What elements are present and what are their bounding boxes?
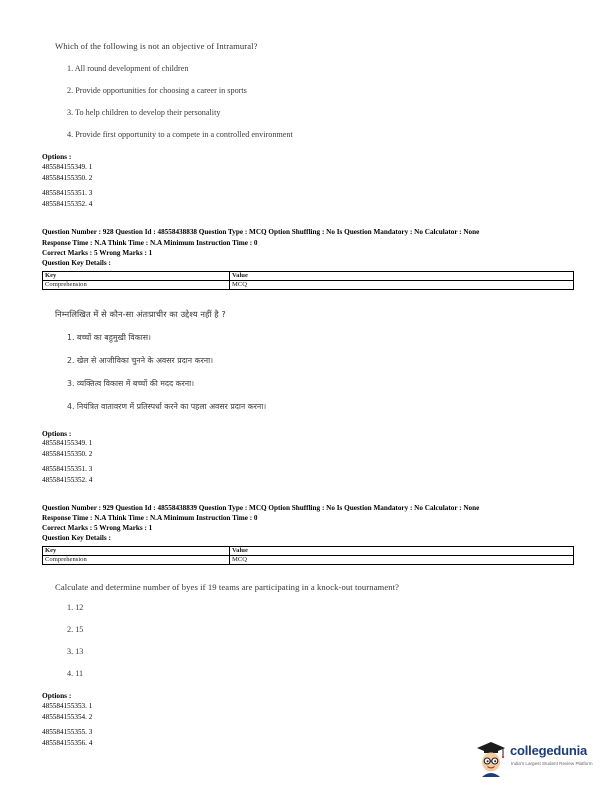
logo-wordmark: collegedunia — [510, 743, 588, 758]
option-id: 485584155350. 2 — [42, 450, 93, 458]
question-option-2: 2. 15 — [67, 625, 84, 634]
question-meta-line: Response Time : N.A Think Time : N.A Minimum Instruction Time : 0 — [42, 239, 258, 247]
question-stem: निम्नलिखित में से कौन-सा अंतःप्राचीर का उद्देश्य नहीं है ? — [55, 309, 226, 319]
collegedunia-logo — [474, 739, 604, 779]
question-meta-line: Correct Marks : 5 Wrong Marks : 1 — [42, 249, 153, 257]
table-cell-key: Comprehension — [43, 556, 230, 565]
option-id: 485584155355. 3 — [42, 728, 93, 736]
table-header-key: Key — [43, 272, 230, 281]
question-stem: Calculate and determine number of byes if 19 teams are participating in a knock-out tournament? — [55, 582, 400, 592]
question-meta-line: Correct Marks : 5 Wrong Marks : 1 — [42, 524, 153, 532]
option-id: 485584155351. 3 — [42, 465, 93, 473]
option-id: 485584155352. 4 — [42, 476, 93, 484]
table-header-value: Value — [230, 547, 574, 556]
table-cell-value: MCQ — [230, 281, 574, 290]
question-stem: Which of the following is not an objective of Intramural? — [55, 41, 258, 51]
table-header-value: Value — [230, 272, 574, 281]
question-option-3: 3. व्यक्तित्व विकास में बच्चों की मदद करना। — [67, 379, 195, 388]
graduate-mascot-icon — [474, 739, 508, 777]
options-label: Options : — [42, 691, 72, 700]
table-header-key: Key — [43, 547, 230, 556]
question-option-3: 3. To help children to develop their personality — [67, 108, 221, 117]
question-meta-line: Question Key Details : — [42, 534, 111, 542]
question-meta-line: Question Number : 928 Question Id : 48558438838 Question Type : MCQ Option Shuffling : No Is Question Mandatory : No Calculator : None — [42, 228, 480, 236]
option-id: 485584155351. 3 — [42, 189, 93, 197]
logo-tagline: India's Largest Student Review Platform — [511, 761, 593, 766]
option-id: 485584155350. 2 — [42, 174, 93, 182]
option-id: 485584155352. 4 — [42, 200, 93, 208]
option-id: 485584155349. 1 — [42, 163, 93, 171]
table-cell-value: MCQ — [230, 556, 574, 565]
question-meta-line: Response Time : N.A Think Time : N.A Minimum Instruction Time : 0 — [42, 514, 258, 522]
question-key-table — [42, 271, 574, 290]
question-option-2: 2. खेल से आजीविका चुनने के अवसर प्रदान करना। — [67, 356, 214, 365]
question-option-4: 4. नियंत्रित वातावरण में प्रतिस्पर्धा करने का पहला अवसर प्रदान करना। — [67, 402, 267, 411]
question-option-1: 1. All round development of children — [67, 64, 189, 73]
question-meta-line: Question Key Details : — [42, 259, 111, 267]
question-option-4: 4. Provide first opportunity to a compete in a controlled environment — [67, 130, 293, 139]
question-meta-line: Question Number : 929 Question Id : 48558438839 Question Type : MCQ Option Shuffling : No Is Question Mandatory : No Calculator : None — [42, 504, 480, 512]
option-id: 485584155354. 2 — [42, 713, 93, 721]
option-id: 485584155353. 1 — [42, 702, 93, 710]
question-option-1: 1. 12 — [67, 603, 84, 612]
options-label: Options : — [42, 152, 72, 161]
question-key-table — [42, 546, 574, 565]
table-cell-key: Comprehension — [43, 281, 230, 290]
question-option-2: 2. Provide opportunities for choosing a career in sports — [67, 86, 247, 95]
option-id: 485584155356. 4 — [42, 739, 93, 747]
option-id: 485584155349. 1 — [42, 439, 93, 447]
question-option-4: 4. 11 — [67, 669, 84, 678]
question-option-1: 1. बच्चों का बहुमुखी विकास। — [67, 333, 151, 342]
question-option-3: 3. 13 — [67, 647, 84, 656]
options-label: Options : — [42, 429, 72, 438]
